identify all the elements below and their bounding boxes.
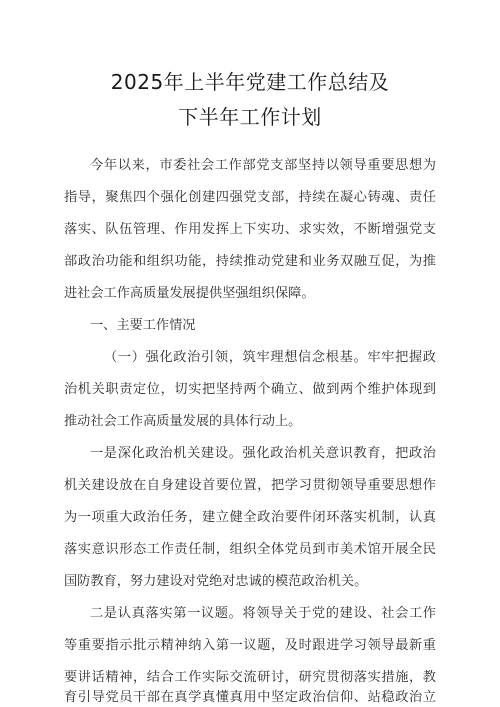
- paragraph-3-line-5: 国防教育，努力建设对党绝对忠诚的模范政治机关。: [64, 574, 368, 589]
- paragraph-3-line-4: 落实意识形态工作责任制，组织全体党员到市美术馆开展全民: [64, 542, 436, 557]
- section-heading-main-work: 一、主要工作情况: [90, 318, 196, 333]
- paragraph-4-line-3: 要讲话精神，结合工作实际交流研讨，研究贯彻落实措施，教: [64, 670, 436, 685]
- paragraph-1-line-2: 指导，聚焦四个强化创建四强党支部，持续在凝心铸魂、责任: [64, 190, 436, 205]
- paragraph-3-line-2: 机关建设放在自身建设首要位置，把学习贯彻领导重要思想作: [64, 478, 436, 493]
- paragraph-4-line-1: 二是认真落实第一议题。将领导关于党的建设、社会工作: [90, 606, 436, 621]
- paragraph-4-line-2: 等重要指示批示精神纳入第一议题，及时跟进学习领导最新重: [64, 638, 436, 653]
- document-title-line-2: 下半年工作计划: [178, 105, 322, 129]
- document-title-line-1: 2025年上半年党建工作总结及: [110, 70, 390, 94]
- paragraph-1-line-1: 今年以来，市委社会工作部党支部坚持以领导重要思想为: [90, 158, 436, 173]
- paragraph-1-line-5: 进社会工作高质量发展提供坚强组织保障。: [64, 286, 315, 301]
- paragraph-1-line-4: 部政治功能和组织功能，持续推动党建和业务双融互促，为推: [64, 254, 436, 269]
- paragraph-3-line-3: 为一项重大政治任务，建立健全政治要件闭环落实机制，认真: [64, 510, 436, 525]
- paragraph-2-line-2: 治机关职责定位，切实把坚持两个确立、做到两个维护体现到: [64, 382, 436, 397]
- paragraph-3-line-1: 一是深化政治机关建设。强化政治机关意识教育，把政治: [90, 446, 436, 461]
- paragraph-2-line-3: 推动社会工作高质量发展的具体行动上。: [64, 414, 302, 429]
- paragraph-2-line-1: （一）强化政治引领，筑牢理想信念根基。牢牢把握政: [104, 350, 436, 365]
- paragraph-1-line-3: 落实、队伍管理、作用发挥上下实功、求实效，不断增强党支: [64, 222, 436, 237]
- paragraph-4-line-4: 育引导党员干部在真学真懂真用中坚定政治信仰、站稳政治立: [64, 690, 436, 705]
